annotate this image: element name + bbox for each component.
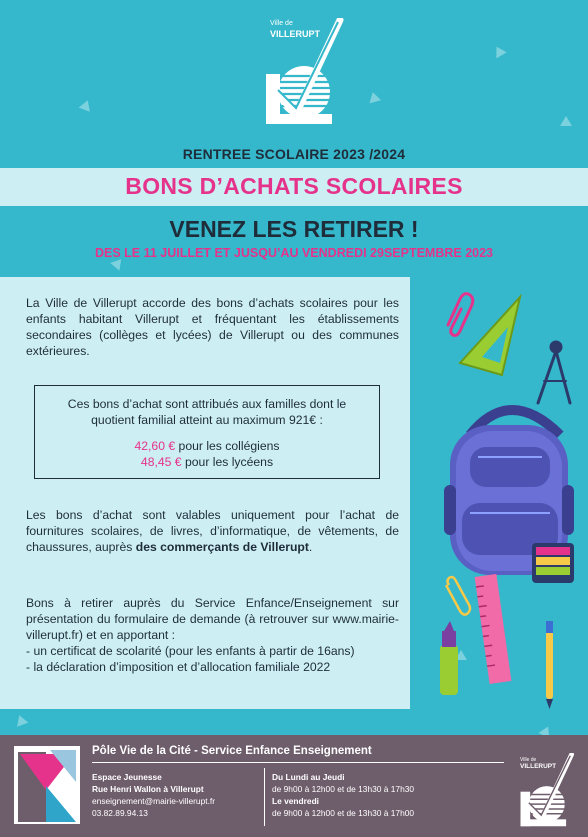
content-panel [0,277,410,709]
footer-title: Pôle Vie de la Cité - Service Enfance Enseignement [92,745,372,757]
valid-bold-text: des commerçants de Villerupt [135,540,309,554]
highlighter-icon [440,621,458,695]
amount-lyceens-value: 48,45 € [140,455,182,469]
sticky-notes-icon [532,543,574,583]
footer-email: enseignement@mairie-villerupt.fr [92,796,216,806]
footer-villerupt-logo [510,753,578,829]
footer-hours-1: de 9h00 à 12h00 et de 13h30 à 17h30 [272,784,415,794]
compass-icon [538,342,570,403]
paperclip-icon [446,577,470,615]
footer-address-block [92,771,215,819]
retirer-paragraph [26,595,399,675]
pen-icon [546,621,553,709]
logo-ville-text: Ville de [270,20,293,27]
intro-paragraph: La Ville de Villerupt accorde des bons d’achats scolaires pour les enfants habitant Villerupt et fréquentant les établissements secondaires (collèges et lycées) de Villerupt ou des communes extérieures. [26,296,399,358]
footer-place: Espace Jeunesse [92,772,162,782]
decor-triangle [79,98,94,112]
decor-triangle [560,116,572,126]
school-supplies-illustration [420,285,588,725]
paperclip-icon [448,294,473,336]
footer-days-2: Le vendredi [272,796,320,806]
box-line-2: quotient familial atteint au maximum 921€ : [91,413,323,427]
footer-logo-ville-text: Ville de [520,757,537,763]
dates-subtitle: DES LE 11 JUILLET ET JUSQU’AU VENDREDI 29SEPTEMBRE 2023 [94,246,494,260]
amount-lyceens-label: pour les lycéens [181,455,274,469]
venez-heading: VENEZ LES RETIRER ! [169,216,419,242]
footer-column-divider [264,768,265,826]
retirer-line-1: Bons à retirer auprès du Service Enfance/Enseignement sur présentation du formulaire de demande (à retrouver sur www.mairie-villerupt.fr) et en apportant : [26,596,399,642]
amount-collegiens [35,438,379,454]
pole-k-logo-icon [14,746,80,824]
retirer-line-3: - la déclaration d’imposition et d’allocation familiale 2022 [26,660,331,674]
retirer-line-2: - un certificat de scolarité (pour les enfants à partir de 16ans) [26,644,355,658]
main-title: BONS D’ACHATS SCOLAIRES [125,173,463,199]
valid-text: Les bons d’achat sont valables uniquement pour l’achat de fournitures scolaires, de livres, d’informatique, de vêtements, de chaussures, auprès [26,508,399,554]
ruler-icon [475,574,512,684]
amount-lyceens [35,454,379,470]
rentree-heading: RENTREE SCOLAIRE 2023 /2024 [182,146,406,162]
box-line-1: Ces bons d’achat sont attribués aux familles dont le [67,397,347,411]
footer-phone: 03.82.89.94.13 [92,808,148,818]
footer-hours-block [272,771,414,819]
amounts-box [34,385,380,479]
decor-triangle [14,713,29,727]
footer-divider [92,762,504,763]
decor-triangle [491,44,506,59]
valid-paragraph [26,507,399,555]
pole-logo [14,746,80,824]
valid-end: . [308,540,313,554]
footer-hours-2: de 9h00 à 12h00 et de 13h30 à 17h00 [272,808,415,818]
decor-triangle [367,91,381,104]
logo-name-text: VILLERUPT [270,29,321,39]
villerupt-logo [252,18,348,128]
footer-days-1: Du Lundi au Jeudi [272,772,345,782]
amount-collegiens-value: 42,60 € [134,439,176,453]
amount-collegiens-label: pour les collégiens [175,439,280,453]
footer-logo-check-icon [510,753,578,829]
logo-check-icon [252,18,348,128]
footer-logo-name-text: VILLERUPT [520,763,557,770]
footer-address: Rue Henri Wallon à Villerupt [92,784,204,794]
